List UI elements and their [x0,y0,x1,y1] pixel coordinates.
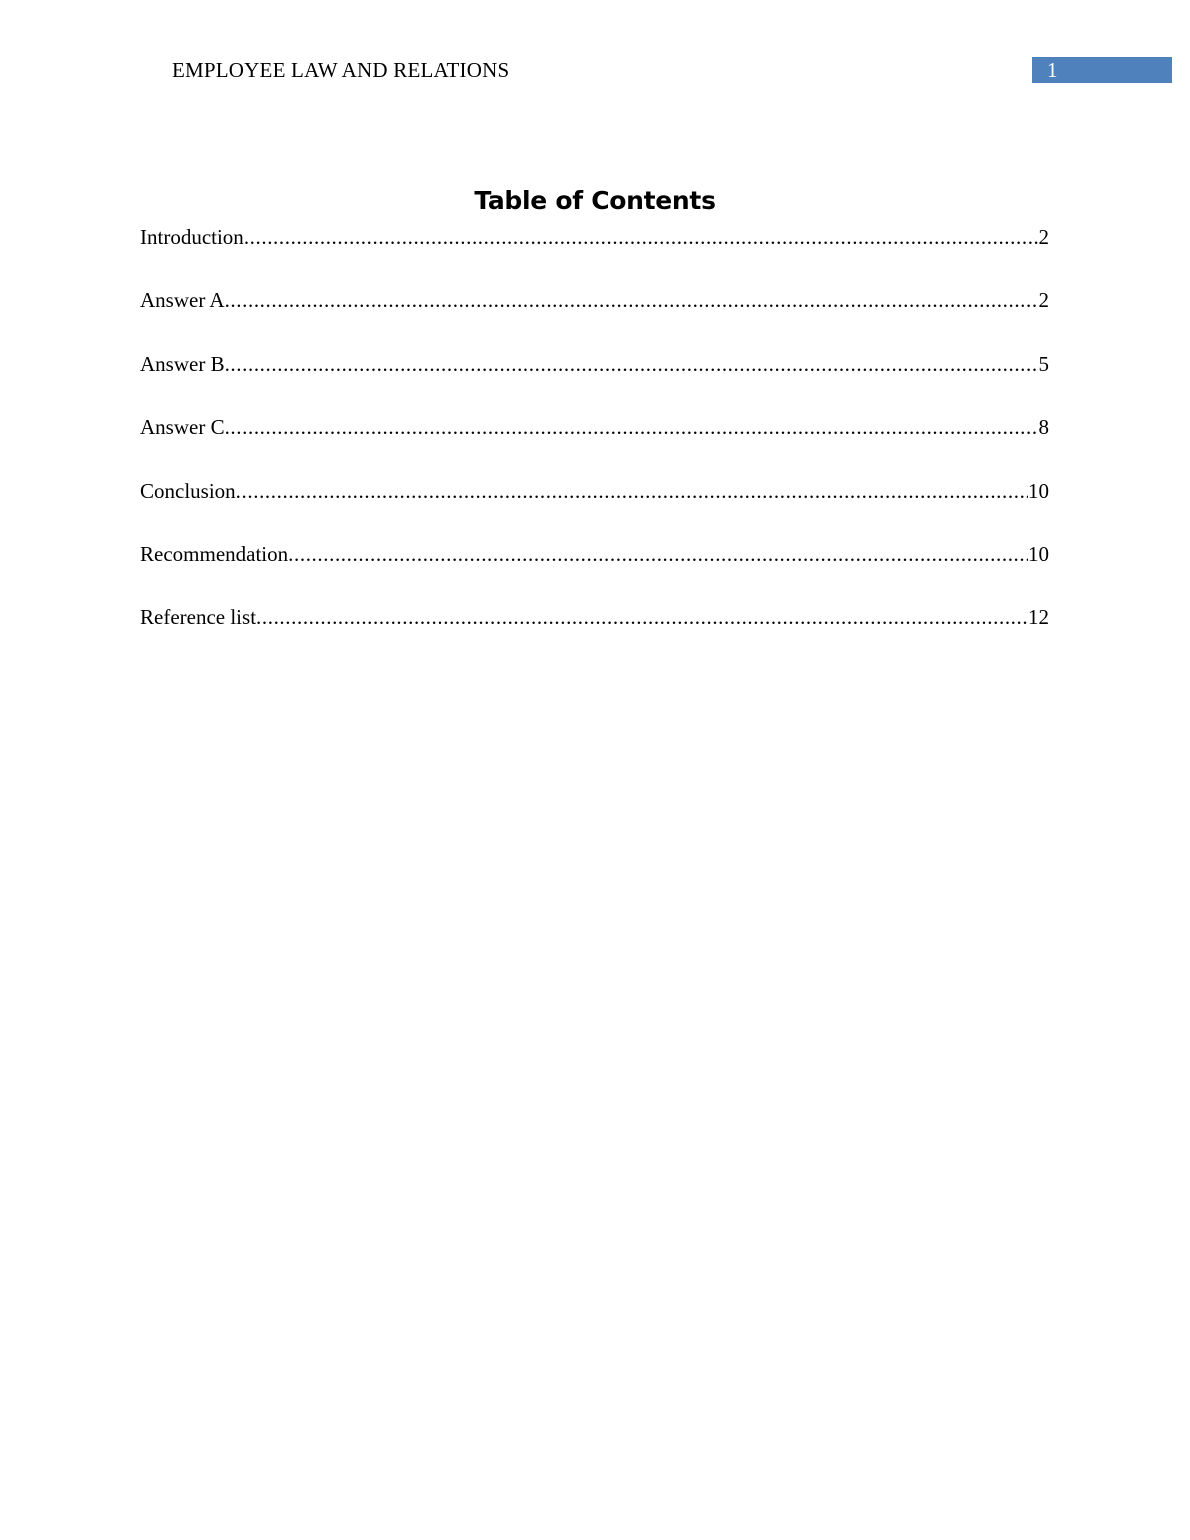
toc-entry-answer-b[interactable] [140,351,1049,414]
toc-entry-answer-a[interactable] [140,287,1049,350]
toc-entry-label: Conclusion [140,478,236,503]
toc-entry-page: 5 [1038,351,1049,376]
toc-entry-answer-c[interactable] [140,414,1049,477]
toc-entry-page: 12 [1028,605,1049,630]
toc-heading: Table of Contents [474,186,716,215]
toc-dot-leader [225,351,1039,377]
toc-dot-leader [256,604,1028,630]
toc-entry-page: 10 [1028,478,1049,503]
toc-entry-introduction[interactable] [140,224,1049,287]
toc-entry-recommendation[interactable] [140,541,1049,604]
toc-entry-conclusion[interactable] [140,478,1049,541]
toc-dot-leader [288,541,1028,567]
toc-entry-reference-list[interactable] [140,604,1049,667]
toc-entry-page: 2 [1038,288,1049,313]
toc-entry-page: 8 [1038,415,1049,440]
toc-dot-leader [225,414,1039,440]
toc-dot-leader [225,287,1039,313]
toc-entry-label: Answer C [140,415,225,440]
page-number-badge [1032,57,1172,83]
toc-dot-leader [236,478,1028,504]
toc-entry-label: Reference list [140,605,257,630]
toc-entry-label: Answer A [140,288,225,313]
toc-entry-page: 10 [1028,541,1049,566]
toc-entry-label: Introduction [140,225,244,249]
toc-entry-label: Recommendation [140,541,289,566]
running-header-title: EMPLOYEE LAW AND RELATIONS [172,58,510,82]
page-number: 1 [1047,58,1058,82]
toc-dot-leader [244,224,1039,250]
toc-entry-page: 2 [1038,225,1049,249]
toc-list [140,224,1049,668]
toc-entry-label: Answer B [140,351,225,376]
